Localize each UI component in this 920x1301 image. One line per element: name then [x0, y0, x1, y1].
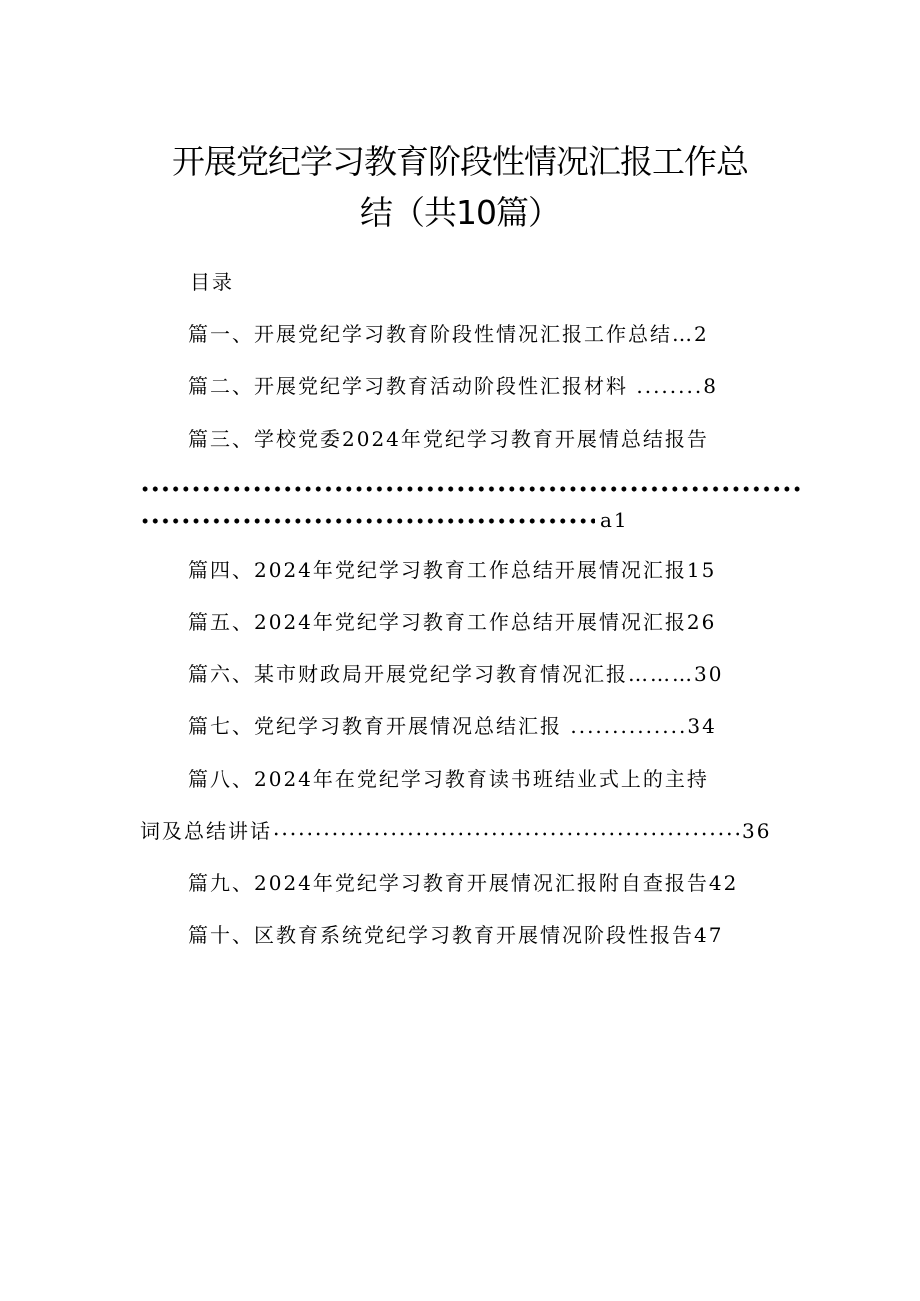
toc-entry-9[interactable]: [188, 870, 738, 896]
toc-entry-7[interactable]: [188, 713, 717, 739]
document-title-line-2: 结（共10篇）: [360, 193, 560, 232]
toc-leader-dots-row-1: [140, 483, 800, 495]
toc-page-number: 42: [708, 871, 739, 895]
toc-entry-8-continuation[interactable]: [140, 818, 771, 844]
toc-entry-10[interactable]: [188, 922, 723, 948]
toc-page-number: 47: [694, 923, 724, 947]
toc-entry-title: 篇七、党纪学习教育开展情况总结汇报 ..............: [188, 714, 688, 738]
toc-page-number: 36: [742, 819, 772, 843]
toc-page-number: 2: [694, 322, 709, 346]
toc-entry-title: 篇一、开展党纪学习教育阶段性情况汇报工作总结…: [188, 322, 694, 346]
toc-entry-title: 篇六、某市财政局开展党纪学习教育情况汇报………: [188, 662, 694, 686]
document-title-line-1: 开展党纪学习教育阶段性情况汇报工作总: [172, 142, 748, 181]
toc-heading: 目录: [190, 270, 234, 294]
toc-entry-3[interactable]: [188, 426, 709, 452]
toc-entry-title: 篇五、2024年党纪学习教育工作总结开展情况汇报: [188, 610, 687, 634]
toc-entry-title: 篇十、区教育系统党纪学习教育开展情况阶段性报告: [188, 923, 694, 947]
toc-leader-dots: [272, 830, 742, 838]
toc-entry-title: 篇四、2024年党纪学习教育工作总结开展情况汇报: [188, 558, 687, 582]
toc-entry-title: 篇八、2024年在党纪学习教育读书班结业式上的主持: [188, 767, 709, 791]
toc-entry-1[interactable]: [188, 321, 709, 347]
toc-entry-2[interactable]: [188, 373, 718, 399]
toc-leader-dots-row-2: [140, 515, 595, 527]
toc-entry-5[interactable]: [188, 609, 716, 635]
toc-page-number: 15: [686, 558, 717, 582]
toc-page-number: 8: [703, 374, 718, 398]
toc-entry-title: 篇二、开展党纪学习教育活动阶段性汇报材料 ........: [188, 374, 704, 398]
toc-entry-6[interactable]: [188, 661, 723, 687]
toc-entry-8[interactable]: [188, 766, 709, 792]
toc-entry-4[interactable]: [188, 557, 716, 583]
toc-page-number: 34: [687, 714, 717, 738]
toc-entry-title: 篇九、2024年党纪学习教育开展情况汇报附自查报告: [188, 871, 709, 895]
toc-entry-title: 篇三、学校党委2024年党纪学习教育开展情总结报告: [188, 427, 709, 451]
toc-page-number: a1: [600, 508, 629, 532]
toc-page-number: 30: [694, 662, 724, 686]
toc-page-number: 26: [686, 610, 717, 634]
toc-entry-title-continuation: 词及总结讲话: [140, 819, 272, 843]
